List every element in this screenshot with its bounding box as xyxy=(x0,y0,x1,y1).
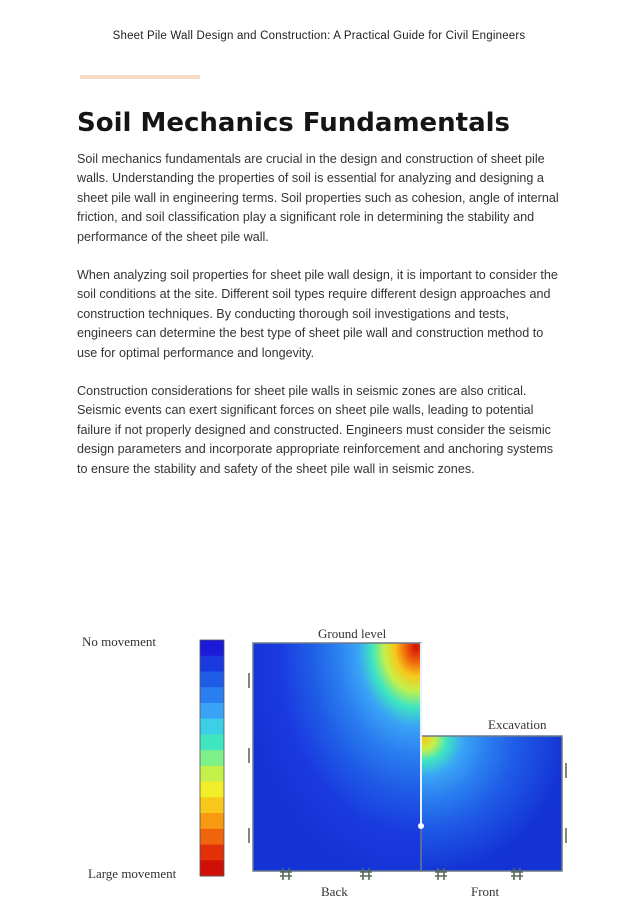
section-title: Soil Mechanics Fundamentals xyxy=(77,108,511,138)
legend-swatch xyxy=(200,829,224,845)
legend-swatch xyxy=(200,656,224,672)
legend-color-bar xyxy=(200,640,224,877)
section-body xyxy=(77,150,562,498)
legend-bottom-label: Large movement xyxy=(88,866,177,881)
legend-swatch xyxy=(200,719,224,735)
legend-swatch xyxy=(200,845,224,861)
legend-swatch xyxy=(200,734,224,750)
paragraph-3: Construction considerations for sheet pile walls in seismic zones are also critical. Seismic events can exert significant forces on sheet pile walls, leading to potential failure if not properly designed and constructed. Engineers must consider the seismic design parameters and incorporate appropriate reinforcement and anchoring systems to ensure the stability and safety of the sheet pile wall in seismic zones. xyxy=(77,384,554,476)
back-label: Back xyxy=(321,884,348,899)
legend-swatch xyxy=(200,766,224,782)
excavated-side-region xyxy=(421,736,562,871)
legend-swatch xyxy=(200,797,224,813)
ground-level-label: Ground level xyxy=(318,626,387,641)
legend-swatch xyxy=(200,813,224,829)
legend-top-label: No movement xyxy=(82,634,157,649)
excavation-label: Excavation xyxy=(488,717,547,732)
retained-soil-region xyxy=(253,643,421,871)
soil-movement-figure xyxy=(78,618,568,903)
pile-toe-marker xyxy=(418,823,424,829)
legend-swatch xyxy=(200,640,224,656)
legend-swatch xyxy=(200,750,224,766)
paragraph-1: Soil mechanics fundamentals are crucial in the design and construction of sheet pile walls. Understanding the properties of soil is essential for analyzing and designing a sheet pile wall in engineering terms. Soil properties such as cohesion, angle of internal friction, and soil classification play a significant role in determining the stability and performance of the sheet pile wall. xyxy=(77,152,559,244)
legend-swatch xyxy=(200,703,224,719)
soil-movement-diagram xyxy=(78,618,568,903)
soil-field xyxy=(253,643,562,871)
running-header: Sheet Pile Wall Design and Construction: A Practical Guide for Civil Engineers xyxy=(112,30,526,42)
legend-swatch xyxy=(200,782,224,798)
header-accent-bar xyxy=(80,75,200,79)
legend-swatch xyxy=(200,860,224,876)
paragraph-2: When analyzing soil properties for sheet pile wall design, it is important to consider the soil conditions at the site. Different soil types require different design approaches and construction techniques. By conducting thorough soil investigations and tests, engineers can determine the best type of sheet pile wall and construction method to use for optimal performance and longevity. xyxy=(77,268,558,360)
legend-swatch xyxy=(200,671,224,687)
front-label: Front xyxy=(471,884,500,899)
legend-swatch xyxy=(200,687,224,703)
